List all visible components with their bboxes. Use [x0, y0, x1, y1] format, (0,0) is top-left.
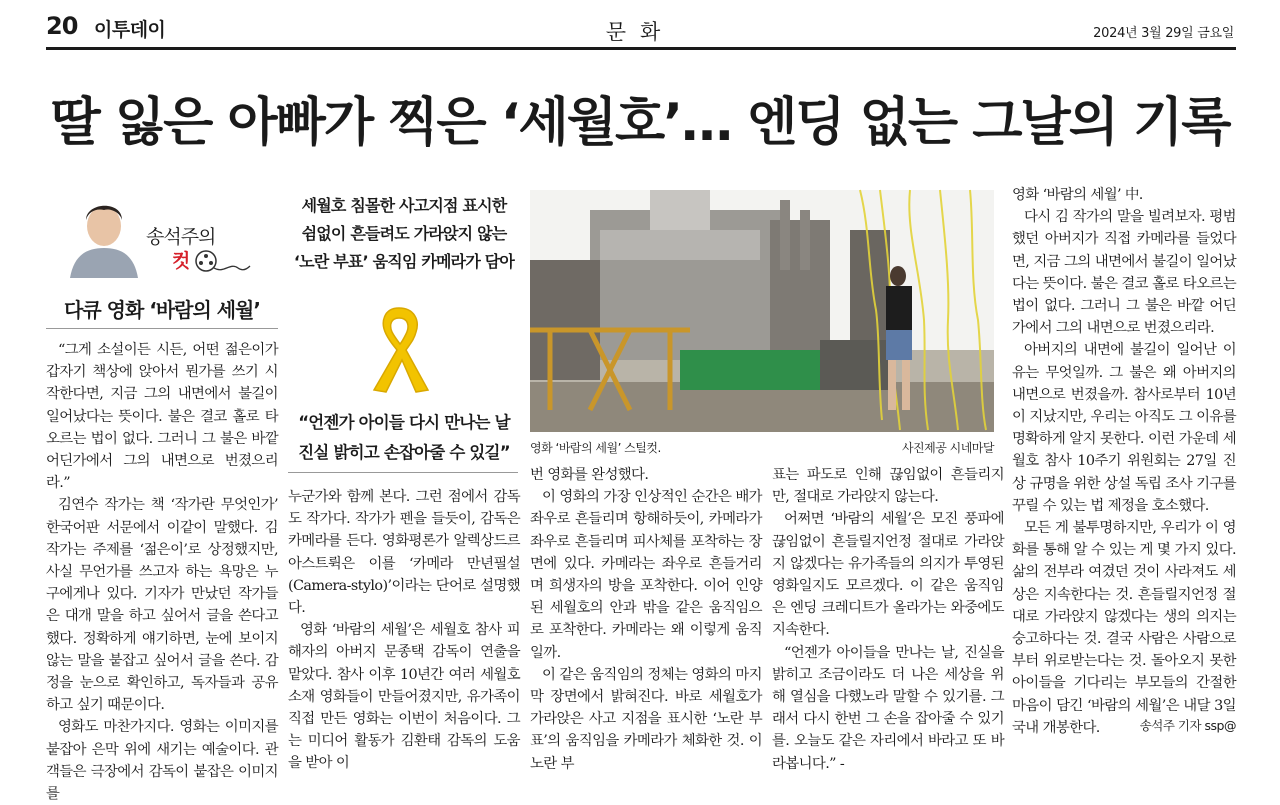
cut-label: 컷 [172, 250, 191, 272]
paragraph: 다시 김 작가의 말을 빌려보자. 평범했던 아버지가 직접 카메라를 들었다면, 지금 그의 내면에서 불길이 일어났다는 뜻이다. 불은 결코 홀로 타오르는 법이 없다. 그러니 그 불은 바깥 어딘가에서 그의 내면으로 번졌으리라. [1012, 209, 1236, 337]
headline: 딸 잃은 아빠가 찍은 ‘세월호’… 엔딩 없는 그날의 기록 [50, 93, 1230, 153]
quote-line: “언젠가 아이들 다시 만나는 날 [298, 413, 510, 432]
film-still-image [530, 190, 994, 432]
paragraph: 어쩌면 ‘바람의 세월’은 모진 풍파에 끊임없이 흔들릴지언정 절대로 가라앉지 않겠다는 유가족들의 의지가 투영된 영화일지도 모르겠다. 이 같은 움직임은 엔딩 크레디트가 올라가는 와중에도 지속한다. [772, 511, 1004, 639]
paragraph: 이 같은 움직임의 정체는 영화의 마지막 장면에서 밝혀진다. 바로 세월호가 가라앉은 사고 지점을 표시한 ‘노란 부표’의 움직임을 카메라가 체화한 것. 이 노란 부 [530, 666, 762, 772]
deck-line: 쉼없이 흔들려도 가라앉지 않는 [301, 224, 507, 243]
masthead [0, 0, 1280, 50]
deck [286, 192, 522, 276]
paragraph: 김연수 작가는 책 ‘작가란 무엇인가’ 한국어판 서문에서 이같이 말했다. 김 작가는 주제를 ‘젊은이’로 상정했지만, 사실 무언가를 쓰고자 하는 욕망은 누구에게나 있다. 기자가 만났던 작가들은 대개 말을 하고 싶어서 글을 쓴다고 했다. 정확하게 얘기하면, 눈에 보이지 않는 말을 붙잡고 싶어서 글을 쓴다. 감정을 눈으로 확인하고, 독자들과 공유하고 싶기 때문이다. [46, 497, 278, 714]
article-subtitle: 다큐 영화 ‘바람의 세월’ [64, 298, 260, 322]
photo-caption-row [530, 439, 994, 456]
photo-credit: 사진제공 시네마달 [901, 441, 994, 455]
column-logo [64, 190, 254, 280]
quote-rule [288, 472, 518, 473]
columnist-name: 송석주의 [146, 226, 216, 248]
paragraph: 이 영화의 가장 인상적인 순간은 배가 좌우로 흔들리며 항해하듯이, 카메라가 좌우로 흔들리며 피사체를 포착하는 장면에 있다. 카메라는 좌우로 흔들거리며 희생자의 방을 포착한다. 이어 인양된 세월호의 안과 밖을 같은 움직임으로 포착한다. 카메라는 왜 이렇게 움직일까. [530, 489, 762, 661]
film-reel-icon [194, 248, 250, 274]
photo-caption: 영화 ‘바람의 세월’ 스틸컷. [530, 441, 661, 455]
paragraph: “언젠가 아이들을 만나는 날, 진실을 밝히고 조금이라도 더 나은 세상을 위해 열심을 다했노라 말할 수 있기를. 그래서 다시 한번 그 손을 잡아줄 수 있기를. 오늘도 같은 자리에서 바라고 또 바라봅니다.” - [772, 644, 1004, 772]
paragraph: 표는 파도로 인해 끊임없이 흔들리지만, 절대로 가라앉지 않는다. [772, 467, 1004, 506]
pull-quote [286, 408, 522, 468]
deck-line: ‘노란 부표’ 움직임 카메라가 담아 [293, 252, 515, 271]
yellow-ribbon-icon [364, 300, 434, 396]
paragraph: 모든 게 불투명하지만, 우리가 이 영화를 통해 알 수 있는 게 몇 가지 있다. 삶의 전부라 여겼던 것이 사라져도 세상은 지속한다는 것. 흔들릴지언정 절대로 가라앉지 않겠다는 생의 의지는 숭고하다는 것. 결국 사람은 사람으로부터 위로받는다는 것. 돌아오지 못한 아이들을 기다리는 부모들의 간절한 마음이 담긴 ‘바람의 세월’은 내달 3일 국내 개봉한다. [1012, 520, 1236, 736]
paragraph: 영화 ‘바람의 세월’ 中. [1012, 187, 1143, 203]
film-still-photo [530, 190, 994, 432]
paragraph: 영화 ‘바람의 세월’은 세월호 참사 피해자의 아버지 문종택 감독이 연출을 맡았다. 참사 이후 10년간 여러 세월호 소재 영화들이 만들어졌지만, 유가족이 직접 만든 영화는 이번이 처음이다. 그는 미디어 활동가 김환태 감독의 도움을 받아 이 [288, 622, 520, 772]
section-name: 문화 [605, 20, 675, 44]
byline: 송석주 기자 ssp@ [1139, 718, 1236, 733]
page-number: 20 [46, 12, 78, 40]
deck-line: 세월호 침몰한 사고지점 표시한 [301, 196, 507, 215]
quote-line: 진실 밝히고 손잡아줄 수 있길” [298, 443, 510, 462]
paragraph: 누군가와 함께 본다. 그런 점에서 감독도 작가다. 작가가 펜을 들듯이, 감독은 카메라를 든다. 영화평론가 알렉상드르 아스트뤽은 이를 ‘카메라 만년필설(Camera-stylo)’이라는 단어로 설명했다. [288, 489, 520, 617]
body-column-4 [772, 464, 1004, 772]
newspaper-name: 이투데이 [94, 19, 166, 41]
body-column-1 [46, 339, 278, 803]
body-column-3 [530, 464, 762, 772]
paragraph: 아버지의 내면에 불길이 일어난 이유는 무엇일까. 그 불은 왜 아버지의 내면으로 번졌을까. 참사로부터 10년이 지났지만, 우리는 아직도 그 이유를 명확하게 알지 못한다. 이런 가운데 세월호 참사 10주기 위원회는 27일 진상 규명을 위한 상설 독립 조사 기구를 꾸릴 수 있는 법 제정을 호소했다. [1012, 342, 1236, 514]
columnist-portrait [64, 190, 142, 278]
paragraph: “그게 소설이든 시든, 어떤 젊은이가 갑자기 책상에 앉아서 뭔가를 쓰기 시작한다면, 지금 그의 내면에서 불길이 일어났다는 뜻이다. 불은 결코 홀로 타오르는 법이 없다. 그러니 그 불은 바깥 어딘가에서 그의 내면으로 번졌으리라.” [46, 342, 278, 492]
paragraph: 번 영화를 완성했다. [530, 467, 649, 483]
body-column-2 [288, 486, 520, 772]
masthead-rule [46, 47, 1236, 50]
paragraph: 영화도 마찬가지다. 영화는 이미지를 붙잡아 은막 위에 새기는 예술이다. 관객들은 극장에서 감독이 붙잡은 이미지를 [46, 719, 278, 803]
subtitle-rule [46, 328, 278, 329]
issue-date: 2024년 3월 29일 금요일 [1093, 26, 1234, 41]
